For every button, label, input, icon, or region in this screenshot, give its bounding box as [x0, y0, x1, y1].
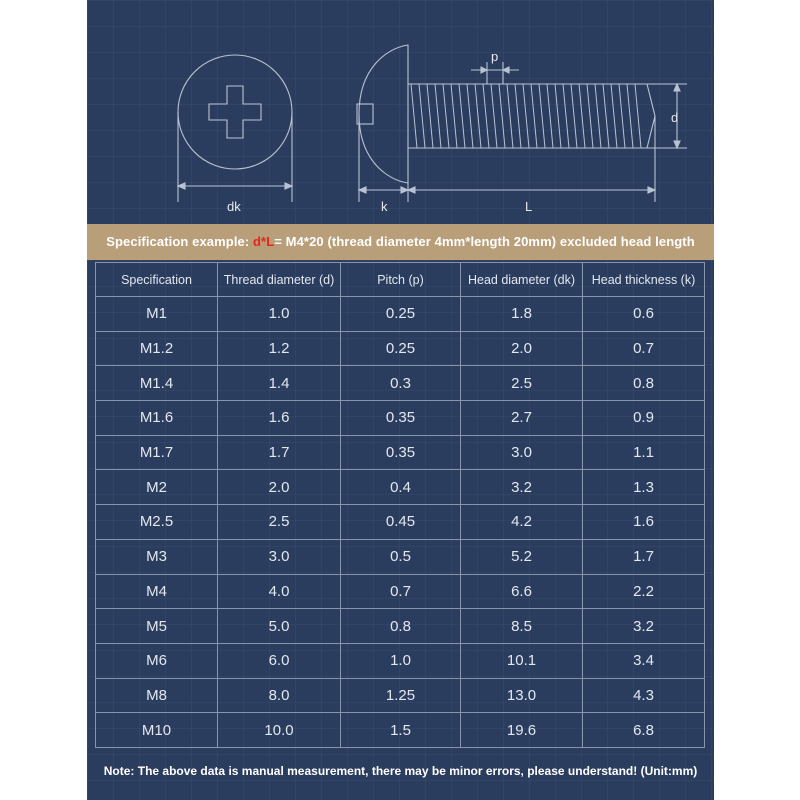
cell-thread-diameter: 1.2 — [218, 331, 341, 366]
cell-head-diameter: 13.0 — [461, 678, 583, 713]
cell-pitch: 0.35 — [341, 435, 461, 470]
cell-head-thickness: 6.8 — [583, 713, 705, 748]
screw-head-top-view — [178, 55, 292, 169]
cell-pitch: 1.0 — [341, 643, 461, 678]
cell-head-diameter: 19.6 — [461, 713, 583, 748]
cell-thread-diameter: 6.0 — [218, 643, 341, 678]
thread-lines — [411, 84, 641, 148]
cell-thread-diameter: 10.0 — [218, 713, 341, 748]
cell-head-diameter: 1.8 — [461, 297, 583, 332]
cell-head-thickness: 0.8 — [583, 366, 705, 401]
cell-pitch: 0.5 — [341, 539, 461, 574]
cell-specification: M1.2 — [96, 331, 218, 366]
table-row — [96, 505, 705, 540]
cell-thread-diameter: 2.0 — [218, 470, 341, 505]
table-row — [96, 539, 705, 574]
cell-head-diameter: 2.0 — [461, 331, 583, 366]
col-header-pitch: Pitch (p) — [341, 263, 461, 297]
cell-specification: M2.5 — [96, 505, 218, 540]
cell-head-diameter: 10.1 — [461, 643, 583, 678]
table-row — [96, 643, 705, 678]
phillips-cross-icon — [209, 86, 261, 138]
cell-pitch: 0.45 — [341, 505, 461, 540]
cell-head-diameter: 3.0 — [461, 435, 583, 470]
cell-specification: M4 — [96, 574, 218, 609]
table-row — [96, 401, 705, 436]
cell-thread-diameter: 1.0 — [218, 297, 341, 332]
cell-specification: M6 — [96, 643, 218, 678]
d-label: d — [671, 110, 679, 125]
cell-head-diameter: 6.6 — [461, 574, 583, 609]
screw-drawing — [87, 0, 714, 222]
measurement-note: Note: The above data is manual measurement, there may be minor errors, please understand! (Unit:mm) — [103, 764, 698, 778]
banner-accent: d*L — [253, 234, 275, 249]
cell-specification: M1.6 — [96, 401, 218, 436]
cell-head-thickness: 1.1 — [583, 435, 705, 470]
dk-label: dk — [227, 199, 241, 214]
cell-head-thickness: 1.3 — [583, 470, 705, 505]
cell-specification: M8 — [96, 678, 218, 713]
banner-rest: = M4*20 (thread diameter 4mm*length 20mm) excluded head length — [274, 234, 695, 249]
cell-pitch: 0.25 — [341, 297, 461, 332]
cell-pitch: 0.4 — [341, 470, 461, 505]
cell-head-diameter: 4.2 — [461, 505, 583, 540]
cell-head-thickness: 1.6 — [583, 505, 705, 540]
table-row — [96, 366, 705, 401]
cell-thread-diameter: 1.6 — [218, 401, 341, 436]
cell-thread-diameter: 2.5 — [218, 505, 341, 540]
cell-head-diameter: 2.7 — [461, 401, 583, 436]
table-header-row — [96, 263, 705, 297]
cell-thread-diameter: 1.7 — [218, 435, 341, 470]
col-header-specification: Specification — [96, 263, 218, 297]
col-header-head-diameter: Head diameter (dk) — [461, 263, 583, 297]
cell-head-thickness: 3.2 — [583, 609, 705, 644]
cell-head-diameter: 8.5 — [461, 609, 583, 644]
cell-thread-diameter: 1.4 — [218, 366, 341, 401]
cell-pitch: 0.35 — [341, 401, 461, 436]
cell-thread-diameter: 8.0 — [218, 678, 341, 713]
cell-head-thickness: 0.7 — [583, 331, 705, 366]
screw-head-side-view — [359, 45, 408, 183]
cell-specification: M10 — [96, 713, 218, 748]
cell-head-thickness: 4.3 — [583, 678, 705, 713]
cell-pitch: 0.25 — [341, 331, 461, 366]
banner-prefix: Specification example: — [106, 234, 254, 249]
table-row — [96, 470, 705, 505]
specification-example-banner — [87, 224, 714, 260]
cell-specification: M2 — [96, 470, 218, 505]
cell-specification: M3 — [96, 539, 218, 574]
L-label: L — [525, 199, 533, 214]
cell-pitch: 0.8 — [341, 609, 461, 644]
k-label: k — [381, 199, 388, 214]
cell-head-thickness: 0.6 — [583, 297, 705, 332]
cell-pitch: 1.5 — [341, 713, 461, 748]
screw-diagram-svg — [87, 0, 714, 222]
col-header-thread-diameter: Thread diameter (d) — [218, 263, 341, 297]
table-row — [96, 331, 705, 366]
cell-specification: M1.7 — [96, 435, 218, 470]
cell-head-thickness: 2.2 — [583, 574, 705, 609]
table-row — [96, 574, 705, 609]
cell-pitch: 1.25 — [341, 678, 461, 713]
table-row — [96, 713, 705, 748]
table-row — [96, 609, 705, 644]
cell-head-thickness: 3.4 — [583, 643, 705, 678]
cell-head-diameter: 2.5 — [461, 366, 583, 401]
table-row — [96, 435, 705, 470]
p-label: p — [491, 49, 499, 64]
cell-specification: M1 — [96, 297, 218, 332]
spec-panel — [87, 0, 714, 800]
cell-thread-diameter: 5.0 — [218, 609, 341, 644]
cell-specification: M5 — [96, 609, 218, 644]
cell-thread-diameter: 3.0 — [218, 539, 341, 574]
table-row — [96, 678, 705, 713]
cell-specification: M1.4 — [96, 366, 218, 401]
specification-table — [95, 262, 705, 748]
table-row — [96, 297, 705, 332]
cell-pitch: 0.7 — [341, 574, 461, 609]
cell-head-thickness: 1.7 — [583, 539, 705, 574]
cell-head-diameter: 3.2 — [461, 470, 583, 505]
cell-head-thickness: 0.9 — [583, 401, 705, 436]
cell-pitch: 0.3 — [341, 366, 461, 401]
cell-thread-diameter: 4.0 — [218, 574, 341, 609]
cell-head-diameter: 5.2 — [461, 539, 583, 574]
col-header-head-thickness: Head thickness (k) — [583, 263, 705, 297]
